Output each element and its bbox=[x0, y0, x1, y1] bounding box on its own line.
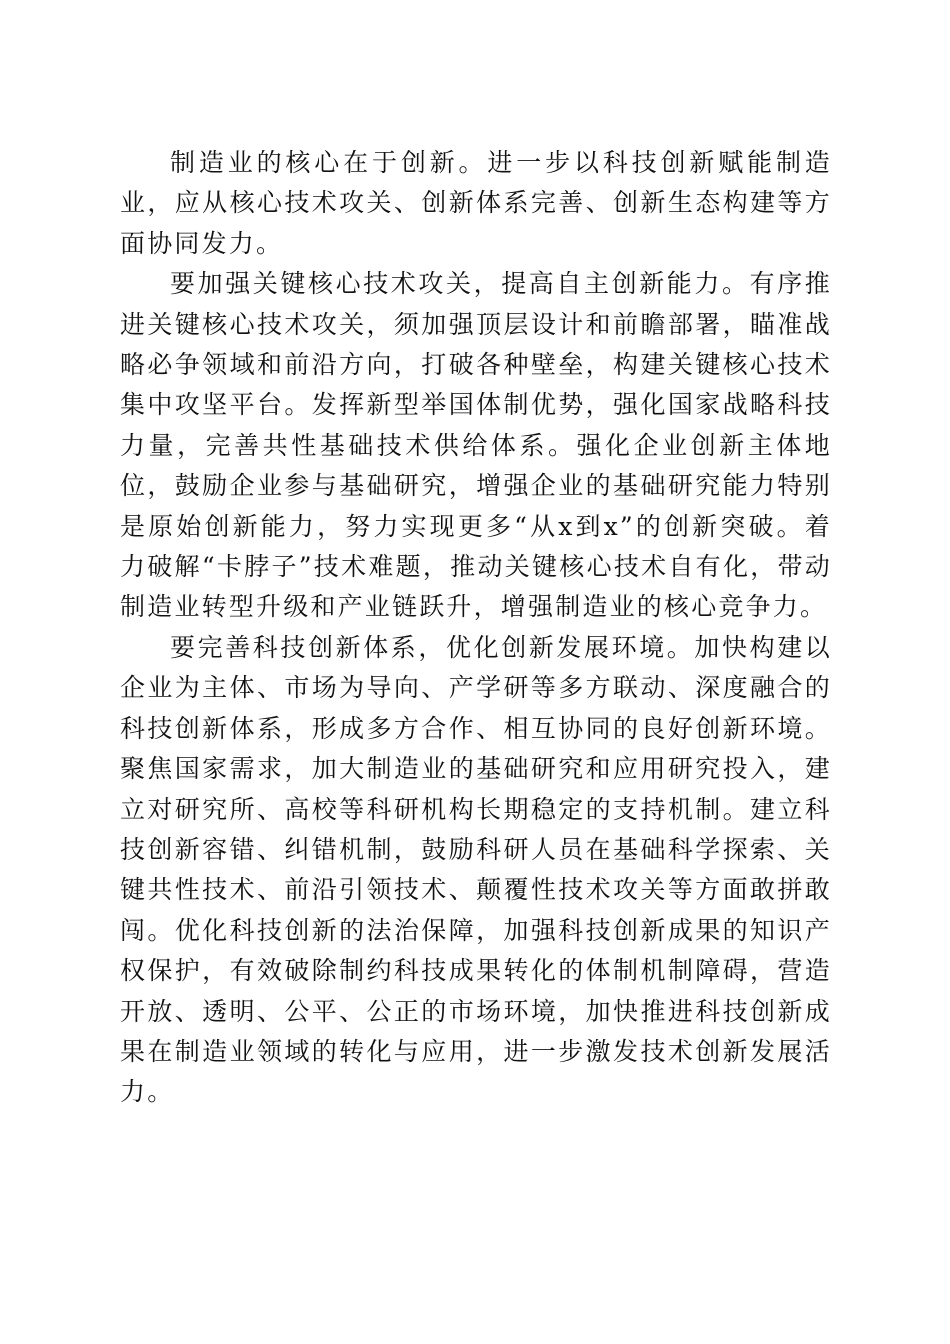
paragraph-innovation-system: 要完善科技创新体系，优化创新发展环境。加快构建以企业为主体、市场为导向、产学研等多方联动、深度融合的科技创新体系，形成多方合作、相互协同的良好创新环境。聚焦国家需求，加大制造业的基础研究和应用研究投入，建立对研究所、高校等科研机构长期稳定的支持机制。建立科技创新容错、纠错机制，鼓励科研人员在基础科学探索、关键共性技术、前沿引领技术、颠覆性技术攻关等方面敢拼敢闯。优化科技创新的法治保障，加强科技创新成果的知识产权保护，有效破除制约科技成果转化的体制机制障碍，营造开放、透明、公平、公正的市场环境，加快推进科技创新成果在制造业领域的转化与应用，进一步激发技术创新发展活力。 bbox=[120, 632, 832, 1107]
document-body bbox=[120, 143, 832, 1113]
paragraph-core-technology: 要加强关键核心技术攻关，提高自主创新能力。有序推进关键核心技术攻关，须加强顶层设计和前瞻部署，瞄准战略必争领域和前沿方向，打破各种壁垒，构建关键核心技术集中攻坚平台。发挥新型举国体制优势，强化国家战略科技力量，完善共性基础技术供给体系。强化企业创新主体地位，鼓励企业参与基础研究，增强企业的基础研究能力特别是原始创新能力，努力实现更多“从x到x”的创新突破。着力破解“卡脖子”技术难题，推动关键核心技术自有化，带动制造业转型升级和产业链跃升，增强制造业的核心竞争力。 bbox=[120, 269, 832, 622]
paragraph-intro: 制造业的核心在于创新。进一步以科技创新赋能制造业，应从核心技术攻关、创新体系完善、创新生态构建等方面协同发力。 bbox=[120, 148, 832, 258]
